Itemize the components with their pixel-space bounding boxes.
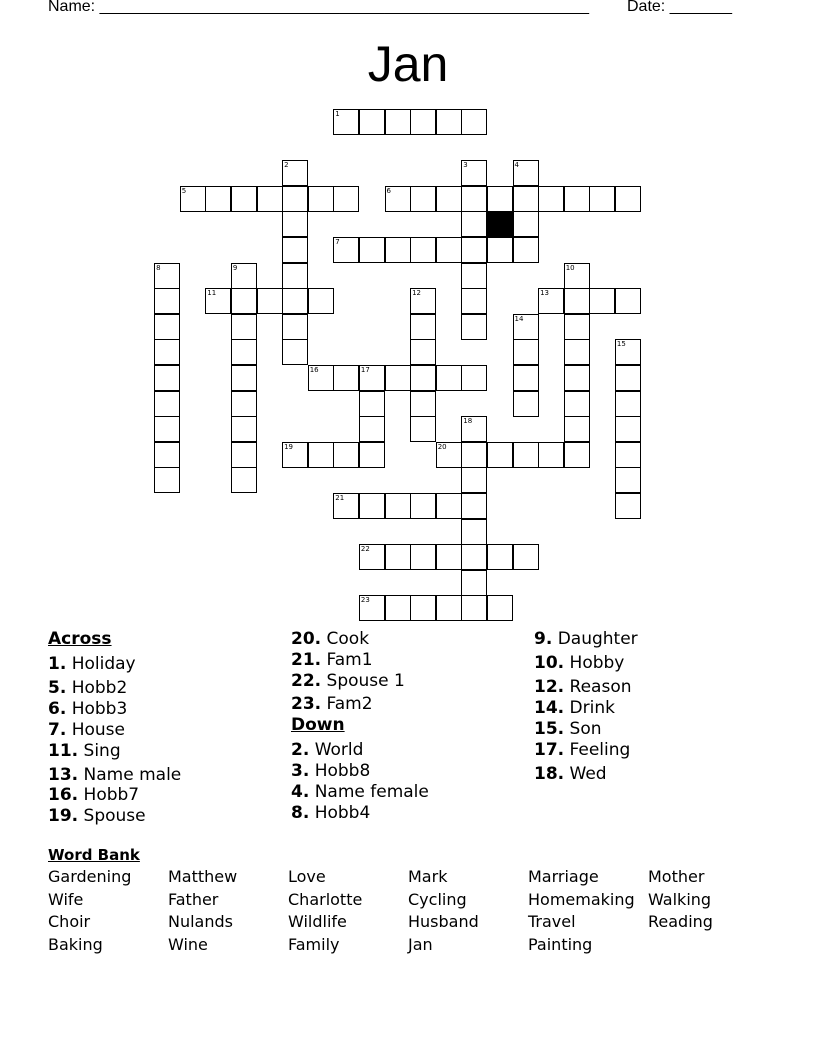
crossword-cell[interactable]: [282, 160, 308, 186]
crossword-cell[interactable]: [282, 442, 308, 468]
clue-number: 16: [309, 365, 319, 374]
crossword-cell[interactable]: [615, 365, 641, 391]
crossword-cell[interactable]: [385, 237, 411, 263]
clue-number-label: 12.: [534, 677, 565, 697]
crossword-cell[interactable]: [154, 288, 180, 314]
clue-number-label: 21.: [291, 650, 322, 670]
crossword-cell[interactable]: [359, 544, 385, 570]
clue-number: 21: [335, 493, 345, 502]
crossword-cell[interactable]: [461, 570, 487, 596]
clue-text: Reason: [569, 677, 632, 697]
crossword-cell[interactable]: [564, 416, 590, 442]
clue-text: House: [71, 720, 125, 740]
down-clue: [534, 764, 607, 784]
crossword-cell[interactable]: [564, 339, 590, 365]
clue-number-label: 20.: [291, 629, 322, 649]
crossword-cell[interactable]: [385, 544, 411, 570]
crossword-cell[interactable]: [154, 365, 180, 391]
clue-number: 15: [616, 340, 626, 349]
crossword-cell[interactable]: [282, 288, 308, 314]
word-bank-item: Matthew: [168, 867, 238, 886]
crossword-cell[interactable]: [513, 339, 539, 365]
crossword-cell[interactable]: [410, 416, 436, 442]
crossword-cell[interactable]: [436, 493, 462, 519]
crossword-cell[interactable]: [436, 544, 462, 570]
clue-number: 6: [386, 186, 391, 195]
crossword-cell[interactable]: [410, 314, 436, 340]
crossword-cell[interactable]: [410, 595, 436, 621]
crossword-cell[interactable]: [564, 442, 590, 468]
crossword-cell[interactable]: [436, 595, 462, 621]
crossword-cell[interactable]: [410, 493, 436, 519]
crossword-cell[interactable]: [436, 237, 462, 263]
crossword-cell[interactable]: [487, 237, 513, 263]
crossword-cell[interactable]: [615, 467, 641, 493]
crossword-cell[interactable]: [257, 288, 283, 314]
crossword-cell[interactable]: [282, 211, 308, 237]
crossword-cell[interactable]: [564, 186, 590, 212]
crossword-cell[interactable]: [461, 263, 487, 289]
crossword-cell[interactable]: [487, 442, 513, 468]
crossword-cell[interactable]: [154, 416, 180, 442]
clue-text: Spouse: [83, 806, 146, 826]
across-clue: [48, 765, 181, 785]
crossword-cell[interactable]: [359, 493, 385, 519]
crossword-cell[interactable]: [333, 186, 359, 212]
clue-number: 5: [181, 186, 187, 195]
down-clue: [291, 761, 370, 781]
word-bank-item: Nulands: [168, 912, 233, 931]
crossword-cell[interactable]: [487, 595, 513, 621]
crossword-cell[interactable]: [282, 339, 308, 365]
clue-number-label: 10.: [534, 653, 565, 673]
down-heading: Down: [291, 715, 345, 735]
clue-number-label: 23.: [291, 694, 322, 714]
crossword-cell[interactable]: [461, 442, 487, 468]
crossword-cell[interactable]: [564, 288, 590, 314]
crossword-cell[interactable]: [231, 288, 257, 314]
clue-number-label: 4.: [291, 782, 310, 802]
clue-text: Son: [569, 719, 602, 739]
word-bank-item: Baking: [48, 935, 103, 954]
crossword-cell[interactable]: [154, 467, 180, 493]
crossword-cell[interactable]: [231, 442, 257, 468]
clue-number: 23: [360, 596, 370, 605]
crossword-cell[interactable]: [461, 544, 487, 570]
clue-text: World: [314, 740, 364, 760]
clue-number: 11: [207, 289, 217, 298]
clue-number: 20: [437, 442, 447, 451]
word-bank-item: Wine: [168, 935, 208, 954]
crossword-cell[interactable]: [359, 391, 385, 417]
down-clue: [291, 740, 363, 760]
crossword-cell[interactable]: [359, 365, 385, 391]
clue-number-label: 9.: [534, 629, 553, 649]
crossword-cell[interactable]: [615, 288, 641, 314]
clue-number-label: 11.: [48, 741, 79, 761]
clue-number-label: 5.: [48, 678, 67, 698]
crossword-cell[interactable]: [385, 493, 411, 519]
clue-number-label: 2.: [291, 740, 310, 760]
clue-text: Sing: [83, 741, 121, 761]
across-heading: Across: [48, 629, 112, 649]
word-bank-item: Gardening: [48, 867, 132, 886]
down-clue: [534, 698, 615, 718]
clue-number: 18: [463, 417, 473, 426]
across-clue: [48, 806, 146, 826]
crossword-cell[interactable]: [308, 365, 334, 391]
crossword-cell[interactable]: [436, 186, 462, 212]
clue-text: Hobb4: [314, 803, 371, 823]
clue-number-label: 19.: [48, 806, 79, 826]
crossword-cell[interactable]: [154, 263, 180, 289]
clue-number-label: 22.: [291, 671, 322, 691]
clue-number: 13: [540, 289, 550, 298]
crossword-cell[interactable]: [205, 186, 231, 212]
crossword-cell[interactable]: [461, 109, 487, 135]
clue-number-label: 7.: [48, 720, 67, 740]
crossword-cell[interactable]: [513, 442, 539, 468]
crossword-cell[interactable]: [231, 186, 257, 212]
clue-text: Hobb8: [314, 761, 371, 781]
clue-text: Hobb3: [71, 699, 128, 719]
crossword-cell[interactable]: [231, 314, 257, 340]
clue-text: Cook: [326, 629, 370, 649]
clue-text: Fam2: [326, 694, 373, 714]
crossword-cell[interactable]: [615, 493, 641, 519]
crossword-cell[interactable]: [231, 391, 257, 417]
clue-number-label: 6.: [48, 699, 67, 719]
crossword-cell[interactable]: [231, 339, 257, 365]
across-clue: [291, 671, 405, 691]
crossword-cell[interactable]: [615, 391, 641, 417]
crossword-cell[interactable]: [513, 211, 539, 237]
crossword-cell[interactable]: [436, 442, 462, 468]
crossword-cell[interactable]: [154, 391, 180, 417]
clue-text: Holiday: [71, 654, 136, 674]
crossword-cell[interactable]: [180, 186, 206, 212]
word-bank-item: Choir: [48, 912, 91, 931]
across-clue: [48, 654, 136, 674]
clue-number: 2: [284, 161, 289, 170]
clue-number: 7: [335, 237, 340, 246]
crossword-cell[interactable]: [461, 365, 487, 391]
clue-number: 19: [284, 442, 294, 451]
down-clue: [534, 740, 630, 760]
crossword-cell[interactable]: [436, 109, 462, 135]
crossword-cell[interactable]: [205, 288, 231, 314]
crossword-cell[interactable]: [538, 288, 564, 314]
word-bank-item: Reading: [648, 912, 713, 931]
crossword-cell[interactable]: [231, 416, 257, 442]
crossword-cell[interactable]: [615, 416, 641, 442]
crossword-cell[interactable]: [359, 237, 385, 263]
date-field[interactable]: Date: _______: [627, 0, 732, 15]
down-clue: [534, 677, 632, 697]
down-clue: [534, 629, 638, 649]
crossword-cell[interactable]: [615, 442, 641, 468]
crossword-cell[interactable]: [282, 314, 308, 340]
crossword-cell[interactable]: [410, 365, 436, 391]
crossword-cell[interactable]: [461, 160, 487, 186]
crossword-cell[interactable]: [564, 391, 590, 417]
crossword-cell[interactable]: [410, 544, 436, 570]
crossword-cell[interactable]: [461, 493, 487, 519]
word-bank-item: Painting: [528, 935, 593, 954]
word-bank-item: Marriage: [528, 867, 599, 886]
clue-text: Daughter: [557, 629, 638, 649]
crossword-cell[interactable]: [410, 288, 436, 314]
crossword-cell[interactable]: [410, 237, 436, 263]
across-clue: [291, 629, 369, 649]
word-bank-item: Husband: [408, 912, 479, 931]
crossword-cell[interactable]: [436, 365, 462, 391]
crossword-cell[interactable]: [282, 186, 308, 212]
crossword-cell[interactable]: [359, 595, 385, 621]
crossword-cell[interactable]: [154, 442, 180, 468]
across-clue: [291, 650, 373, 670]
across-clue: [48, 699, 127, 719]
crossword-cell[interactable]: [385, 186, 411, 212]
name-field[interactable]: Name: _______________________________________________________: [48, 0, 589, 15]
crossword-cell[interactable]: [461, 288, 487, 314]
crossword-cell[interactable]: [461, 595, 487, 621]
crossword-cell[interactable]: [513, 314, 539, 340]
crossword-cell[interactable]: [231, 365, 257, 391]
word-bank-item: Father: [168, 890, 219, 909]
crossword-cell[interactable]: [615, 339, 641, 365]
across-clue: [48, 678, 127, 698]
word-bank-item: Love: [288, 867, 326, 886]
crossword-cell[interactable]: [333, 493, 359, 519]
clue-number-label: 3.: [291, 761, 310, 781]
clue-number-label: 16.: [48, 785, 79, 805]
clue-text: Hobby: [569, 653, 625, 673]
clue-text: Name male: [83, 765, 182, 785]
clue-number: 17: [360, 365, 370, 374]
clue-number-label: 17.: [534, 740, 565, 760]
clue-number: 1: [335, 109, 340, 118]
crossword-cell[interactable]: [564, 263, 590, 289]
crossword-cell[interactable]: [231, 263, 257, 289]
clue-number-label: 18.: [534, 764, 565, 784]
crossword-cell[interactable]: [461, 314, 487, 340]
word-bank-item: Jan: [408, 935, 433, 954]
crossword-cell[interactable]: [513, 237, 539, 263]
crossword-cell[interactable]: [359, 442, 385, 468]
clue-number: 8: [156, 263, 161, 272]
crossword-cell[interactable]: [333, 237, 359, 263]
crossword-cell[interactable]: [615, 186, 641, 212]
crossword-cell[interactable]: [461, 467, 487, 493]
crossword-cell[interactable]: [564, 365, 590, 391]
word-bank-item: Mark: [408, 867, 448, 886]
crossword-cell[interactable]: [282, 263, 308, 289]
clue-number-label: 1.: [48, 654, 67, 674]
crossword-cell[interactable]: [461, 416, 487, 442]
clue-number-label: 14.: [534, 698, 565, 718]
crossword-cell[interactable]: [154, 314, 180, 340]
crossword-cell[interactable]: [410, 109, 436, 135]
down-clue: [534, 719, 602, 739]
crossword-cell[interactable]: [385, 365, 411, 391]
clue-number-label: 8.: [291, 803, 310, 823]
crossword-cell[interactable]: [487, 544, 513, 570]
clue-text: Drink: [569, 698, 615, 718]
clue-text: Fam1: [326, 650, 373, 670]
clue-number-label: 15.: [534, 719, 565, 739]
clue-text: Wed: [569, 764, 607, 784]
clue-text: Hobb2: [71, 678, 128, 698]
word-bank-title: Word Bank: [48, 846, 140, 864]
word-bank-item: Travel: [528, 912, 576, 931]
crossword-cell[interactable]: [257, 186, 283, 212]
crossword-cell[interactable]: [461, 237, 487, 263]
crossword-cell[interactable]: [461, 211, 487, 237]
word-bank-item: Wildlife: [288, 912, 347, 931]
crossword-cell[interactable]: [513, 391, 539, 417]
clue-number: 22: [360, 545, 370, 554]
clue-number: 4: [514, 161, 519, 170]
crossword-cell[interactable]: [487, 186, 513, 212]
crossword-cell[interactable]: [359, 416, 385, 442]
crossword-cell[interactable]: [231, 467, 257, 493]
down-clue: [534, 653, 624, 673]
word-bank-item: Family: [288, 935, 340, 954]
clue-text: Hobb7: [83, 785, 140, 805]
crossword-cell[interactable]: [589, 288, 615, 314]
crossword-block: [487, 211, 513, 237]
clue-number: 10: [565, 263, 575, 272]
word-bank-item: Walking: [648, 890, 712, 909]
clue-text: Spouse 1: [326, 671, 405, 691]
crossword-cell[interactable]: [513, 186, 539, 212]
crossword-cell[interactable]: [385, 595, 411, 621]
crossword-cell[interactable]: [333, 365, 359, 391]
crossword-cell[interactable]: [461, 519, 487, 545]
word-bank-item: Charlotte: [288, 890, 363, 909]
crossword-cell[interactable]: [359, 109, 385, 135]
crossword-cell[interactable]: [513, 160, 539, 186]
clue-number: 12: [412, 289, 422, 298]
across-clue: [48, 785, 139, 805]
crossword-cell[interactable]: [385, 109, 411, 135]
word-bank-item: Mother: [648, 867, 705, 886]
clue-number: 9: [232, 263, 238, 272]
crossword-cell[interactable]: [410, 391, 436, 417]
crossword-cell[interactable]: [308, 288, 334, 314]
crossword-cell[interactable]: [538, 186, 564, 212]
word-bank-item: Cycling: [408, 890, 467, 909]
clue-number-label: 13.: [48, 765, 79, 785]
clue-text: Feeling: [569, 740, 631, 760]
across-clue: [48, 741, 121, 761]
crossword-cell[interactable]: [333, 109, 359, 135]
crossword-cell[interactable]: [308, 442, 334, 468]
crossword-cell[interactable]: [410, 339, 436, 365]
clue-number: 14: [514, 314, 524, 323]
across-clue: [48, 720, 125, 740]
crossword-cell[interactable]: [538, 442, 564, 468]
crossword-cell[interactable]: [564, 314, 590, 340]
down-clue: [291, 782, 429, 802]
puzzle-title: Jan: [367, 36, 449, 92]
clue-text: Name female: [314, 782, 429, 802]
crossword-cell[interactable]: [461, 186, 487, 212]
clue-number: 3: [463, 161, 468, 170]
crossword-cell[interactable]: [154, 339, 180, 365]
across-clue: [291, 694, 373, 714]
crossword-cell[interactable]: [282, 237, 308, 263]
word-bank-item: Homemaking: [528, 890, 635, 909]
word-bank-item: Wife: [48, 890, 84, 909]
crossword-cell[interactable]: [410, 186, 436, 212]
crossword-cell[interactable]: [333, 442, 359, 468]
crossword-cell[interactable]: [308, 186, 334, 212]
crossword-cell[interactable]: [589, 186, 615, 212]
crossword-cell[interactable]: [513, 544, 539, 570]
crossword-cell[interactable]: [513, 365, 539, 391]
down-clue: [291, 803, 370, 823]
